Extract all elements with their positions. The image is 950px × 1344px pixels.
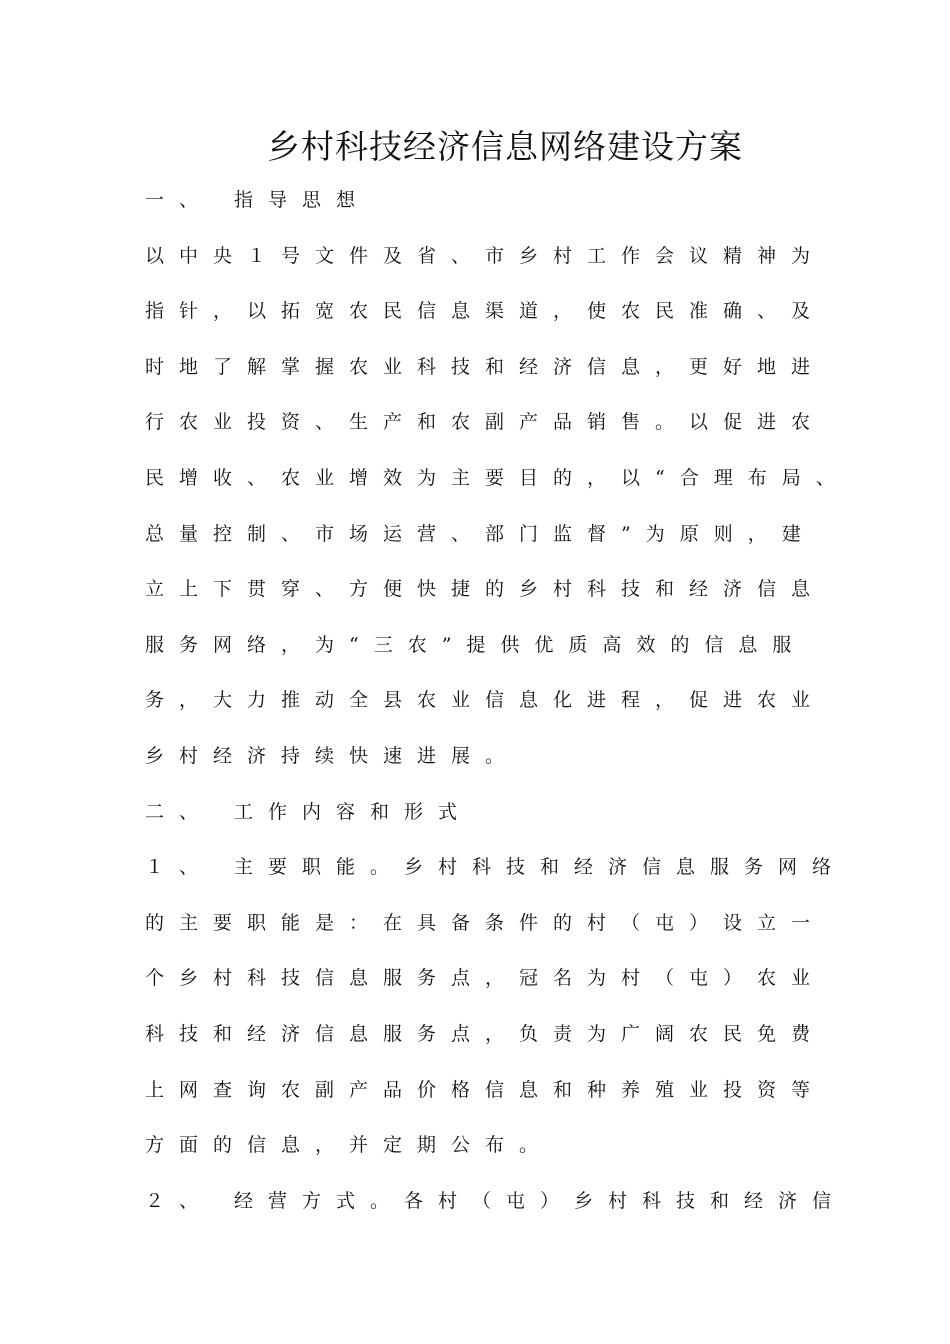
paragraph-line: １、 主要职能。乡村科技和经济信息服务网络 — [145, 856, 847, 879]
paragraph-line: 指针，以拓宽农民信息渠道，使农民准确、及 — [145, 300, 826, 323]
paragraph-line: 服务网络，为“三农”提供优质高效的信息服 — [145, 633, 807, 656]
paragraph-line: 科技和经济信息服务点，负责为广阔农民免费 — [145, 1022, 826, 1045]
paragraph-line: 务，大力推动全县农业信息化进程，促进农业 — [145, 689, 826, 712]
paragraph-line: 总量控制、市场运营、部门监督”为原则，建 — [145, 522, 816, 545]
section-heading-work-content: 二、 工作内容和形式 — [145, 800, 473, 823]
paragraph-line: ２、 经营方式。各村（屯）乡村科技和经济信 — [145, 1189, 847, 1212]
paragraph-line: 立上下贯穿、方便快捷的乡村科技和经济信息 — [145, 578, 826, 601]
paragraph-line: 个乡村科技信息服务点，冠名为村（屯）农业 — [145, 967, 826, 990]
paragraph-line: 乡村经济持续快速进展。 — [145, 744, 520, 767]
document-title: 乡村科技经济信息网络建设方案 — [267, 127, 743, 166]
paragraph-line: 上网查询农副产品价格信息和种养殖业投资等 — [145, 1078, 826, 1101]
paragraph-line: 行农业投资、生产和农副产品销售。以促进农 — [145, 411, 826, 434]
paragraph-line: 民增收、农业增效为主要目的，以“合理布局、 — [145, 466, 850, 489]
paragraph-line: 以中央１号文件及省、市乡村工作会议精神为 — [145, 244, 826, 267]
paragraph-line: 的主要职能是：在具备条件的村（屯）设立一 — [145, 911, 826, 934]
paragraph-line: 方面的信息，并定期公布。 — [145, 1134, 554, 1157]
document-body — [145, 180, 850, 1236]
paragraph-line: 时地了解掌握农业科技和经济信息，更好地进 — [145, 355, 826, 378]
section-heading-guiding-ideology: 一、 指导思想 — [145, 189, 371, 211]
